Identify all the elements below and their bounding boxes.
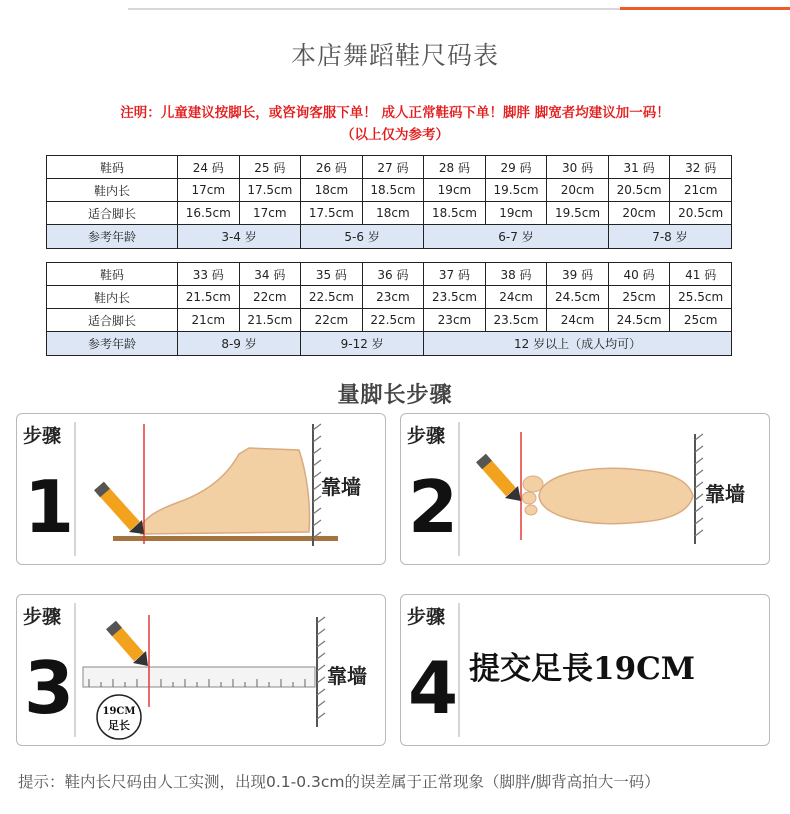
wall-hatch xyxy=(313,424,321,538)
step-1-number: 1 xyxy=(24,465,75,549)
inner-length-cell: 17cm xyxy=(178,179,240,202)
age-cell: 3-4 岁 xyxy=(178,225,301,249)
row-label: 适合脚长 xyxy=(47,202,178,225)
age-cell: 12 岁以上（成人均可） xyxy=(424,332,732,356)
inner-length-cell: 22.5cm xyxy=(301,286,363,309)
inner-length-cell: 18cm xyxy=(301,179,363,202)
inner-length-cell: 18.5cm xyxy=(362,179,424,202)
size-cell: 31 码 xyxy=(608,156,670,179)
step-3-illustration xyxy=(17,595,385,745)
inner-length-cell: 25cm xyxy=(608,286,670,309)
foot-length-cell: 25cm xyxy=(670,309,732,332)
size-cell: 35 码 xyxy=(301,263,363,286)
foot-length-cell: 20cm xyxy=(608,202,670,225)
foot-length-cell: 20.5cm xyxy=(670,202,732,225)
submit-foot-length-text: 提交足長19CM xyxy=(469,651,696,687)
step-1-illustration xyxy=(17,414,385,564)
size-row xyxy=(47,263,732,286)
foot-length-row xyxy=(47,202,732,225)
wall-hatch xyxy=(317,617,325,719)
badge-value: 19CM xyxy=(102,706,136,717)
size-note: 注明：儿童建议按脚长，或咨询客服下单！ 成人正常鞋码下单！脚胖 脚宽者均建议加一码！ xyxy=(120,105,670,121)
step-1-label: 步骤 xyxy=(23,425,62,447)
row-label: 鞋码 xyxy=(47,263,178,286)
step-2-panel xyxy=(400,413,770,565)
size-cell: 28 码 xyxy=(424,156,486,179)
row-label: 鞋码 xyxy=(47,156,178,179)
step-4-illustration xyxy=(401,595,769,745)
wall-hatch xyxy=(695,434,703,536)
step-2-label: 步骤 xyxy=(407,425,446,447)
inner-length-cell: 19.5cm xyxy=(485,179,547,202)
inner-length-cell: 24.5cm xyxy=(547,286,609,309)
size-cell: 36 码 xyxy=(362,263,424,286)
footer-tip: 提示：鞋内长尺码由人工实测，出现0.1-0.3cm的误差属于正常现象（脚胖/脚背高拍大一码） xyxy=(18,773,660,791)
size-note-reference: （以上仅为参考） xyxy=(341,127,449,143)
size-cell: 27 码 xyxy=(362,156,424,179)
age-cell: 8-9 岁 xyxy=(178,332,301,356)
size-table-1 xyxy=(46,155,732,249)
wall-label: 靠墙 xyxy=(321,475,361,499)
size-table-2 xyxy=(46,262,732,356)
inner-length-cell: 19cm xyxy=(424,179,486,202)
age-cell: 9-12 岁 xyxy=(301,332,424,356)
foot-length-cell: 22cm xyxy=(301,309,363,332)
foot-length-badge xyxy=(97,695,141,739)
pencil-icon xyxy=(481,458,521,501)
wall-label: 靠墙 xyxy=(705,482,745,506)
size-cell: 25 码 xyxy=(239,156,301,179)
steps-title: 量脚长步骤 xyxy=(337,383,453,408)
foot-length-cell: 18.5cm xyxy=(424,202,486,225)
size-cell: 34 码 xyxy=(239,263,301,286)
foot-length-cell: 18cm xyxy=(362,202,424,225)
inner-length-row xyxy=(47,286,732,309)
step-2-illustration xyxy=(401,414,769,564)
foot-length-cell: 23.5cm xyxy=(485,309,547,332)
age-row xyxy=(47,332,732,356)
step-2-number: 2 xyxy=(408,465,459,549)
inner-length-cell: 25.5cm xyxy=(670,286,732,309)
pencil-icon xyxy=(111,625,148,666)
top-accent-bar xyxy=(620,7,790,10)
floor-board xyxy=(113,536,338,541)
row-label: 参考年龄 xyxy=(47,225,178,249)
inner-length-cell: 20.5cm xyxy=(608,179,670,202)
size-cell: 37 码 xyxy=(424,263,486,286)
age-cell: 6-7 岁 xyxy=(424,225,609,249)
step-4-number: 4 xyxy=(408,646,459,730)
row-label: 鞋内长 xyxy=(47,286,178,309)
inner-length-cell: 20cm xyxy=(547,179,609,202)
foot-top-icon xyxy=(522,468,693,523)
step-3-number: 3 xyxy=(24,646,75,730)
size-cell: 41 码 xyxy=(670,263,732,286)
inner-length-cell: 23cm xyxy=(362,286,424,309)
size-cell: 26 码 xyxy=(301,156,363,179)
row-label: 参考年龄 xyxy=(47,332,178,356)
foot-length-cell: 22.5cm xyxy=(362,309,424,332)
size-cell: 29 码 xyxy=(485,156,547,179)
badge-label: 足长 xyxy=(108,719,130,732)
ruler-icon xyxy=(83,667,315,687)
age-cell: 5-6 岁 xyxy=(301,225,424,249)
age-row xyxy=(47,225,732,249)
inner-length-cell: 21.5cm xyxy=(178,286,240,309)
step-4-label: 步骤 xyxy=(407,606,446,628)
foot-length-cell: 21cm xyxy=(178,309,240,332)
inner-length-cell: 24cm xyxy=(485,286,547,309)
size-cell: 40 码 xyxy=(608,263,670,286)
step-1-panel xyxy=(16,413,386,565)
step-3-panel xyxy=(16,594,386,746)
size-cell: 33 码 xyxy=(178,263,240,286)
foot-length-row xyxy=(47,309,732,332)
page-title: 本店舞蹈鞋尺码表 xyxy=(290,41,499,70)
wall-label: 靠墙 xyxy=(327,664,367,688)
size-cell: 30 码 xyxy=(547,156,609,179)
foot-length-cell: 17.5cm xyxy=(301,202,363,225)
row-label: 适合脚长 xyxy=(47,309,178,332)
size-cell: 24 码 xyxy=(178,156,240,179)
foot-length-cell: 24.5cm xyxy=(608,309,670,332)
pencil-icon xyxy=(99,486,144,534)
foot-side-icon xyxy=(139,448,310,534)
foot-length-cell: 21.5cm xyxy=(239,309,301,332)
inner-length-row xyxy=(47,179,732,202)
foot-length-cell: 16.5cm xyxy=(178,202,240,225)
size-cell: 38 码 xyxy=(485,263,547,286)
inner-length-cell: 21cm xyxy=(670,179,732,202)
size-row xyxy=(47,156,732,179)
step-4-panel xyxy=(400,594,770,746)
foot-length-cell: 23cm xyxy=(424,309,486,332)
inner-length-cell: 17.5cm xyxy=(239,179,301,202)
inner-length-cell: 22cm xyxy=(239,286,301,309)
foot-length-cell: 19cm xyxy=(485,202,547,225)
size-cell: 39 码 xyxy=(547,263,609,286)
foot-length-cell: 19.5cm xyxy=(547,202,609,225)
row-label: 鞋内长 xyxy=(47,179,178,202)
inner-length-cell: 23.5cm xyxy=(424,286,486,309)
foot-length-cell: 17cm xyxy=(239,202,301,225)
foot-length-cell: 24cm xyxy=(547,309,609,332)
size-cell: 32 码 xyxy=(670,156,732,179)
age-cell: 7-8 岁 xyxy=(608,225,731,249)
step-3-label: 步骤 xyxy=(23,606,62,628)
